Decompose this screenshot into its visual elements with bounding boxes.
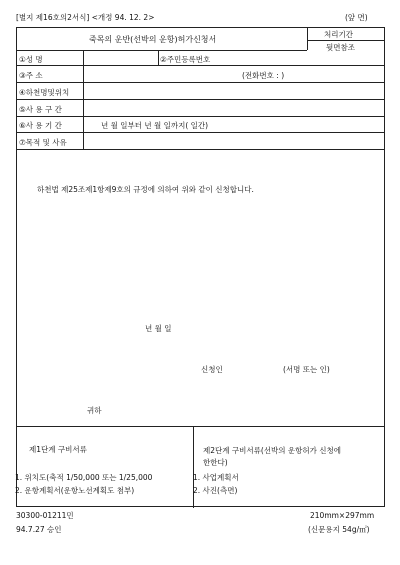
approval-date: 94.7.27 승인 [16, 525, 62, 534]
annex-label: [별지 제16호의2서식] <개정 94. 12. 2> [16, 13, 155, 22]
signature-label: (서명 또는 인) [283, 365, 330, 374]
river-location-label: ④하천명및위치 [19, 88, 70, 97]
date-line: 년 월 일 [145, 324, 172, 333]
section-label: ⑤사 용 구 간 [19, 105, 62, 114]
name-field[interactable] [85, 52, 155, 64]
paper-size: 210mm×297mm [310, 511, 375, 520]
period-field[interactable]: 년 월 일부터 년 월 일까지( 일간) [101, 121, 209, 130]
resident-no-field[interactable] [225, 52, 383, 64]
purpose-label: ⑦목적 및 사유 [19, 138, 67, 147]
docs-stage1-title: 제1단계 구비서류 [29, 445, 87, 454]
section-field[interactable] [85, 102, 383, 114]
docs-stage2-item: 1. 사업계획서 [193, 473, 239, 482]
period-label: ⑥사 용 기 간 [19, 121, 62, 130]
docs-stage1-item: 1. 위치도(축적 1/50,000 또는 1/25,000 [15, 473, 153, 482]
phone-label: (전화번호 : ) [242, 71, 285, 80]
processing-period-label: 처리기간 [324, 30, 353, 39]
docs-stage2-item: 2. 사진(측면) [193, 486, 238, 495]
form-title: 죽목의 운반(선박의 운항)허가신청서 [89, 35, 217, 44]
docs-stage2-title: 제2단계 구비서류(선박의 운항허가 신청에 [203, 446, 342, 455]
docs-stage1-item: 2. 운항계획서(운항노선계획도 첨부) [15, 486, 135, 495]
address-label: ③주 소 [19, 71, 43, 80]
resident-no-label: ②주민등록번호 [160, 55, 211, 64]
river-location-field[interactable] [85, 85, 383, 97]
purpose-field[interactable] [85, 135, 383, 147]
processing-period-value: 뒷면참조 [326, 43, 355, 52]
application-form [16, 27, 385, 507]
applicant-label: 신청인 [201, 365, 223, 374]
form-code: 30300-01211민 [16, 511, 74, 520]
docs-stage2-title-cont: 한한다) [203, 458, 228, 467]
address-field[interactable] [85, 68, 235, 80]
addressee-label: 귀하 [87, 406, 102, 415]
paper-type: (신문용지 54g/㎡) [308, 525, 370, 534]
page-side-label: (앞 면) [345, 13, 368, 22]
application-statement: 하천법 제25조제1항제9호의 규정에 의하여 위와 같이 신청합니다. [37, 185, 254, 194]
name-label: ①성 명 [19, 55, 43, 64]
